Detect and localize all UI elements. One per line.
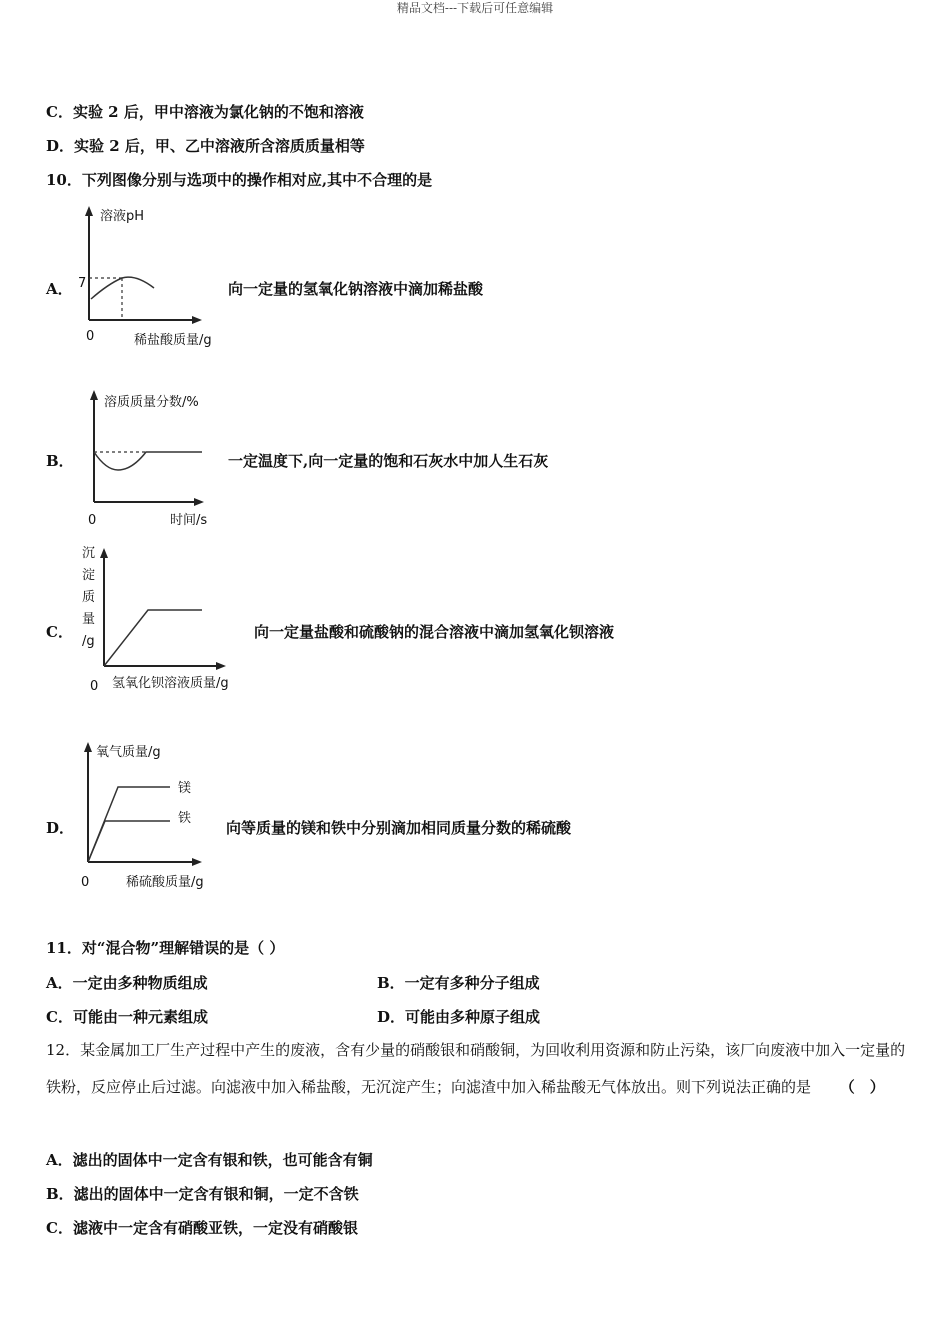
q10-option-a-caption: 向一定量的氢氧化钠溶液中滴加稀盐酸: [228, 280, 484, 298]
graph-c-origin: 0: [90, 679, 99, 694]
q10-option-b-caption: 一定温度下,向一定量的饱和石灰水中加人生石灰: [228, 452, 549, 470]
q12-stem: 12．某金属加工厂生产过程中产生的废液，含有少量的硝酸银和硝酸铜，为回收利用资源和防止污染，该厂向废液中加入一定量的铁粉，反应停止后过滤。向滤液中加入稀盐酸，无沉淀产生；向滤渣中加入稀盐酸无气体放出。则下列说法正确的是: [46, 1041, 906, 1096]
q10-stem: 10．下列图像分别与选项中的操作相对应,其中不合理的是: [46, 171, 433, 189]
graph-d-curve-mg: [88, 787, 170, 862]
page-header: 精品文档---下载后可任意编辑: [396, 1, 554, 15]
q11-stem: 11．对“混合物”理解错误的是（ ）: [46, 939, 285, 957]
graph-d-xlabel: 稀硫酸质量/g: [126, 875, 204, 890]
q11-option-b: B．一定有多种分子组成: [377, 974, 540, 992]
q10-option-b-letter: B．: [46, 452, 74, 470]
graph-d-curve-fe: [88, 821, 170, 862]
q11-option-a: A．一定由多种物质组成: [46, 974, 208, 992]
graph-b-curve: [94, 452, 202, 470]
graph-c-xlabel: 氢氧化钡溶液质量/g: [112, 676, 229, 691]
q10-graph-b: [76, 386, 236, 532]
graph-d-origin: 0: [81, 875, 90, 890]
graph-c-ylabel-1: 沉: [82, 546, 96, 561]
q10-option-d-caption: 向等质量的镁和铁中分别滴加相同质量分数的稀硫酸: [226, 819, 572, 837]
graph-c-ylabel-4: 量: [82, 612, 96, 627]
q10-option-a-letter: A．: [46, 280, 73, 298]
graph-c-ylabel-2: 淀: [82, 568, 96, 583]
q12-option-b: B．滤出的固体中一定含有银和铜，一定不含铁: [46, 1185, 359, 1203]
graph-b-origin: 0: [88, 513, 97, 528]
q12-option-a: A．滤出的固体中一定含有银和铁，也可能含有铜: [46, 1151, 373, 1169]
q11-option-d: D．可能由多种原子组成: [377, 1008, 541, 1026]
graph-a-ylabel: 溶液pH: [100, 209, 145, 224]
graph-a-xlabel: 稀盐酸质量/g: [134, 333, 212, 348]
graph-a-origin: 0: [86, 329, 95, 344]
graph-d-series-fe: 铁: [178, 811, 192, 826]
graph-c-ylabel-3: 质: [82, 590, 96, 605]
q11-option-c: C．可能由一种元素组成: [46, 1008, 208, 1026]
graph-c-curve: [104, 610, 202, 666]
q12-option-c: C．滤液中一定含有硝酸亚铁，一定没有硝酸银: [46, 1219, 358, 1237]
graph-c-ylabel-5: /g: [82, 634, 95, 649]
graph-b-ylabel: 溶质质量分数/%: [104, 395, 199, 410]
q12-stem-block: [46, 1032, 906, 1106]
q10-graph-d: [72, 734, 232, 894]
q9-option-d: D．实验 2 后，甲、乙中溶液所含溶质质量相等: [46, 137, 365, 155]
q10-graph-c: [78, 540, 258, 695]
q10-option-c-caption: 向一定量盐酸和硫酸钠的混合溶液中滴加氢氧化钡溶液: [254, 623, 615, 641]
q9-option-c: C．实验 2 后，甲中溶液为氯化钠的不饱和溶液: [46, 103, 364, 121]
graph-d-series-mg: 镁: [178, 781, 192, 796]
graph-b-xlabel: 时间/s: [170, 513, 208, 528]
q12-answer-paren: （ ）: [839, 1078, 885, 1096]
q10-graph-a: [76, 200, 236, 350]
graph-a-ymark: 7: [78, 276, 87, 291]
q10-option-c-letter: C．: [46, 623, 73, 641]
graph-d-ylabel: 氧气质量/g: [96, 745, 161, 760]
q10-option-d-letter: D．: [46, 819, 75, 837]
